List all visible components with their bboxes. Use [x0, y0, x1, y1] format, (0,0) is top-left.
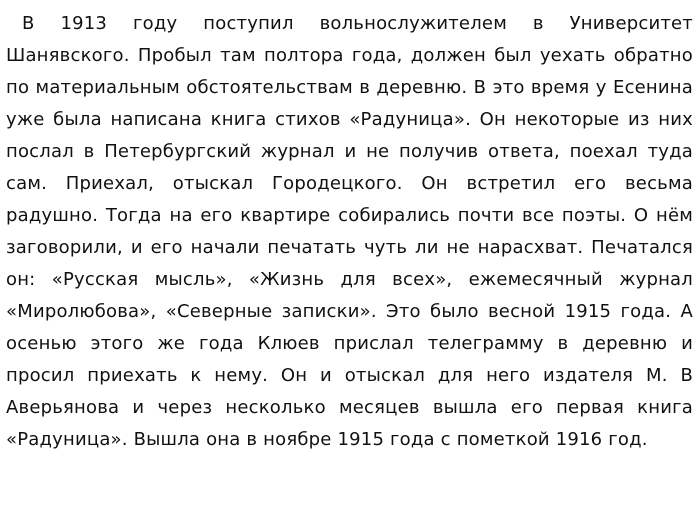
- document-page: [6, 8, 693, 456]
- body-paragraph: В 1913 году поступил вольнослужителем в Университет Шанявского. Пробыл там полтора года, должен был уехать обратно по материальным обстоятельствам в деревню. В это время у Есенина уже была написана книга стихов «Радуница». Он некоторые из них послал в Петербургский журнал и не получив ответа, поехал туда сам. Приехал, отыскал Городецкого. Он встретил его весьма радушно. Тогда на его квартире собирались почти все поэты. О нём заговорили, и его начали печатать чуть ли не нарасхват. Печатался он: «Русская мысль», «Жизнь для всех», ежемесячный журнал «Миролюбова», «Северные записки». Это было весной 1915 года. А осенью этого же года Клюев прислал телеграмму в деревню и просил приехать к нему. Он и отыскал для него издателя М. В Аверьянова и через несколько месяцев вышла его первая книга «Радуница». Вышла она в ноябре 1915 года с пометкой 1916 год.: [6, 13, 693, 450]
